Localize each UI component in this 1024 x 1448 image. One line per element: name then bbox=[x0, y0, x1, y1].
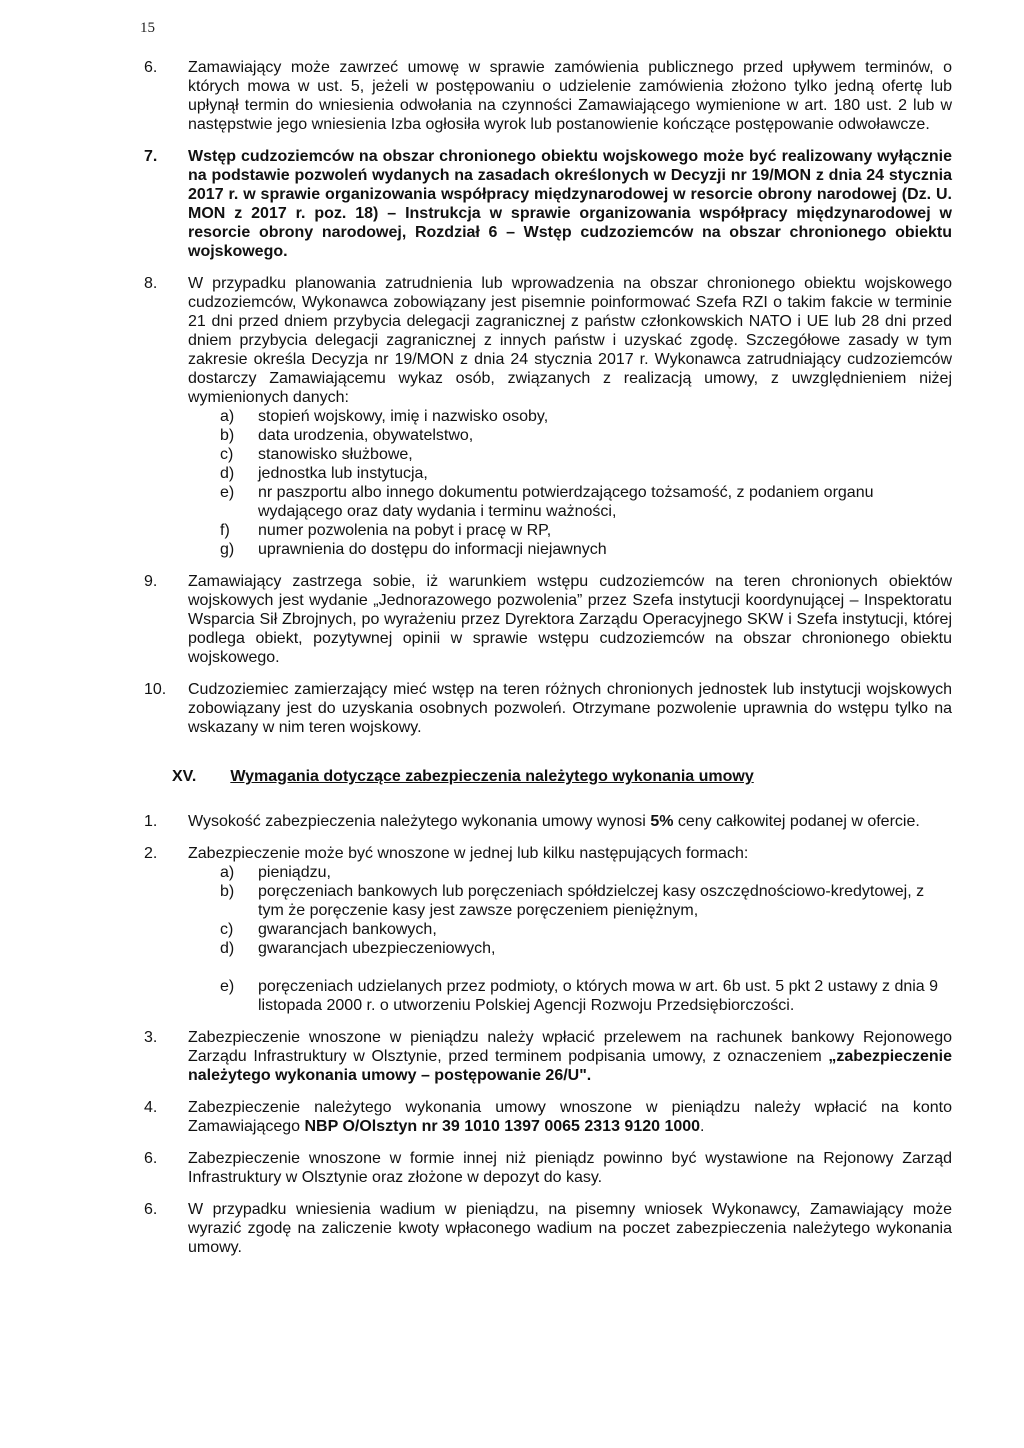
item-text: Zabezpieczenie może być wnoszone w jednej lub kilku następujących formach: bbox=[188, 845, 749, 862]
sublist-item bbox=[220, 445, 952, 464]
list-item bbox=[144, 58, 952, 134]
sublist-text: stopień wojskowy, imię i nazwisko osoby, bbox=[258, 408, 549, 425]
sublist-item bbox=[220, 426, 952, 445]
sublist-letter: f) bbox=[220, 522, 230, 539]
sublist-text: poręczeniach udzielanych przez podmioty, o których mowa w art. 6b ust. 5 pkt 2 ustawy z dnia 9 listopada 2000 r. o utworzeniu Polskiej Agencji Rozwoju Przedsiębiorczości. bbox=[258, 978, 939, 1014]
section-number: XV. bbox=[172, 768, 197, 785]
sublist-text: poręczeniach bankowych lub poręczeniach spółdzielczej kasy oszczędnościowo-kredytowej, z tym że poręczenie kasy jest zawsze poręczeniem pieniężnym, bbox=[258, 883, 925, 919]
sublist-letter: a) bbox=[220, 864, 235, 881]
page-number: 15 bbox=[140, 20, 155, 36]
item-number: 8. bbox=[144, 275, 158, 292]
sublist-text: data urodzenia, obywatelstwo, bbox=[258, 427, 474, 444]
sublist-text: numer pozwolenia na pobyt i pracę w RP, bbox=[258, 522, 552, 539]
sublist-letter: e) bbox=[220, 978, 235, 995]
item-number: 1. bbox=[144, 813, 158, 830]
sublist-letter: d) bbox=[220, 940, 235, 957]
list-item bbox=[144, 1200, 952, 1257]
list-item bbox=[144, 1028, 952, 1085]
sublist-text: jednostka lub instytucja, bbox=[258, 465, 428, 482]
list-item bbox=[144, 147, 952, 261]
sublist-item bbox=[220, 521, 952, 540]
item-number: 6. bbox=[144, 1150, 158, 1167]
item-text: Zamawiający zastrzega sobie, iż warunkiem wstępu cudzoziemców na teren chronionych obiektów wojskowych jest wydanie „Jednorazowego pozwolenia” przez Szefa instytucji koordynującej – Inspektoratu Wsparcia Sił Zbrojnych, po wyrażeniu przez Dyrektora Zarządu Operacyjnego SKW i Szefa instytucji, której podlega obiekt, pozytywnej opinii w sprawie wstępu cudzoziemców na obszar chronionego obiektu wojskowego. bbox=[188, 573, 952, 666]
item-text: Zabezpieczenie wnoszone w pieniądzu należy wpłacić przelewem na rachunek bankowy Rejonowego Zarządu Infrastruktury w Olsztynie, przed terminem podpisania umowy, z oznaczeniem „zabezpieczenie należytego wykonania umowy – postępowanie 26/U". bbox=[188, 1029, 952, 1084]
sublist-letter: b) bbox=[220, 427, 235, 444]
bold-value: NBP O/Olsztyn nr 39 1010 1397 0065 2313 9120 1000 bbox=[304, 1118, 701, 1135]
item-text: Zamawiający może zawrzeć umowę w sprawie zamówienia publicznego przed upływem terminów, o których mowa w ust. 5, jeżeli w postępowaniu o udzielenie zamówienia złożono tylko jedną ofertę lub upłynął termin do wniesienia odwołania na czynności Zamawiającego wymienione w art. 180 ust. 2 lub w następstwie jego wniesienia Izba ogłosiła wyrok lub postanowienie kończące postępowanie odwoławcze. bbox=[188, 59, 952, 133]
document-body bbox=[144, 58, 952, 1257]
sublist-text: uprawnienia do dostępu do informacji niejawnych bbox=[258, 541, 607, 558]
item-text: W przypadku wniesienia wadium w pieniądzu, na pisemny wniosek Wykonawcy, Zamawiający może wyrazić zgodę na zaliczenie kwoty wpłaconego wadium na poczet zabezpieczenia należytego wykonania umowy. bbox=[188, 1201, 952, 1256]
sublist-item bbox=[220, 882, 952, 920]
list-item bbox=[144, 1149, 952, 1187]
list-item bbox=[144, 812, 952, 831]
sublist-item bbox=[220, 464, 952, 483]
sublist-item bbox=[220, 920, 952, 939]
sublist-letter: g) bbox=[220, 541, 235, 558]
item-number: 7. bbox=[144, 148, 158, 165]
bold-value: „zabezpieczenie należytego wykonania umowy – postępowanie 26/U". bbox=[188, 1048, 952, 1084]
bold-value: 5% bbox=[650, 813, 674, 830]
sublist-text: pieniądzu, bbox=[258, 864, 331, 881]
sublist-letter: c) bbox=[220, 446, 234, 463]
list-item bbox=[144, 1098, 952, 1136]
item-text: Zabezpieczenie wnoszone w formie innej niż pieniądz powinno być wystawione na Rejonowy Zarząd Infrastruktury w Olsztynie oraz złożone w depozyt do kasy. bbox=[188, 1150, 952, 1186]
sublist-item bbox=[220, 977, 952, 1015]
item-number: 2. bbox=[144, 845, 158, 862]
item-number: 6. bbox=[144, 1201, 158, 1218]
sublist bbox=[188, 863, 952, 1015]
sublist-item bbox=[220, 407, 952, 426]
item-text: Zabezpieczenie należytego wykonania umowy wnoszone w pieniądzu należy wpłacić na konto Zamawiającego NBP O/Olsztyn nr 39 1010 1397 0065 2313 9120 1000. bbox=[188, 1099, 952, 1135]
item-number: 4. bbox=[144, 1099, 158, 1116]
sublist-item bbox=[220, 540, 952, 559]
sublist-text: nr paszportu albo innego dokumentu potwierdzającego tożsamość, z podaniem organu wydającego oraz daty wydania i terminu ważności, bbox=[258, 484, 874, 520]
item-text: Wstęp cudzoziemców na obszar chronionego obiektu wojskowego może być realizowany wyłącznie na podstawie pozwoleń wydanych na zasadach określonych w Decyzji nr 19/MON z dnia 24 stycznia 2017 r. w sprawie organizowania współpracy międzynarodowej w resorcie obrony narodowej (Dz. U. MON z 2017 r. poz. 18) – Instrukcja w sprawie organizowania współpracy międzynarodowej w resorcie obrony narodowej, Rozdział 6 – Wstęp cudzoziemców na obszar chronionego obiektu wojskowego. bbox=[188, 148, 952, 260]
list-item bbox=[144, 572, 952, 667]
sublist-letter: b) bbox=[220, 883, 235, 900]
sublist-text: gwarancjach ubezpieczeniowych, bbox=[258, 940, 496, 957]
item-text: Cudzoziemiec zamierzający mieć wstęp na teren różnych chronionych jednostek lub instytucji wojskowych zobowiązany jest do uzyskania osobnych pozwoleń. Otrzymane pozwolenie uprawnia do wstępu tylko na wskazany w nim teren wojskowy. bbox=[188, 681, 952, 736]
sublist-text: gwarancjach bankowych, bbox=[258, 921, 437, 938]
sublist-letter: c) bbox=[220, 921, 234, 938]
sublist-text: stanowisko służbowe, bbox=[258, 446, 413, 463]
sublist bbox=[188, 407, 952, 559]
item-number: 9. bbox=[144, 573, 158, 590]
sublist-item bbox=[220, 483, 952, 521]
section-heading bbox=[172, 767, 952, 786]
sublist-item bbox=[220, 863, 952, 882]
item-number: 6. bbox=[144, 59, 158, 76]
item-number: 3. bbox=[144, 1029, 158, 1046]
sublist-letter: d) bbox=[220, 465, 235, 482]
sublist-letter: e) bbox=[220, 484, 235, 501]
list-item bbox=[144, 680, 952, 737]
sublist-letter: a) bbox=[220, 408, 235, 425]
item-text: W przypadku planowania zatrudnienia lub wprowadzenia na obszar chronionego obiektu wojskowego cudzoziemców, Wykonawca zobowiązany jest pisemnie poinformować Szefa RZI o takim fakcie w terminie 21 dni przed dniem przybycia delegacji zagranicznej z państw członkowskich NATO i UE lub 28 dni przed dniem przybycia delegacji zagranicznej z innych państw i uzyskać zgodę. Szczegółowe zasady w tym zakresie określa Decyzja nr 19/MON z dnia 24 stycznia 2017 r. Wykonawca zatrudniający cudzoziemców dostarczy Zamawiającemu wykaz osób, związanych z realizacją umowy, z uwzględnieniem niżej wymienionych danych: bbox=[188, 275, 952, 406]
item-text: Wysokość zabezpieczenia należytego wykonania umowy wynosi 5% ceny całkowitej podanej w ofercie. bbox=[188, 813, 920, 830]
section-title: Wymagania dotyczące zabezpieczenia należytego wykonania umowy bbox=[230, 768, 754, 785]
sublist-item bbox=[220, 939, 952, 958]
item-number: 10. bbox=[144, 681, 167, 698]
list-item bbox=[144, 274, 952, 559]
list-item bbox=[144, 844, 952, 1015]
